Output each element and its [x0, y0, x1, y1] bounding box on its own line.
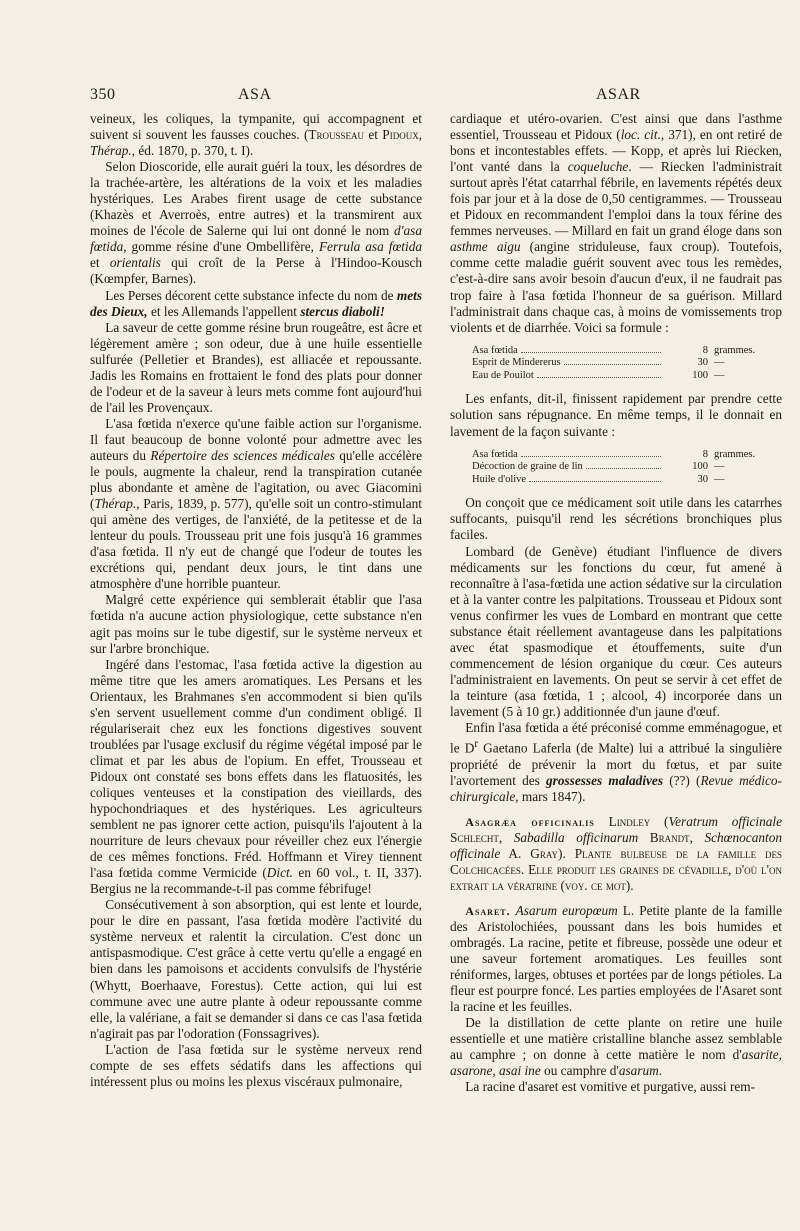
right-column: [450, 111, 782, 1095]
paragraph: Les Perses décorent cette substance infecte du nom de mets des Dieux, et les Allemands l'appellent stercus diaboli!: [90, 287, 422, 319]
paragraph: L'action de l'asa fœtida sur le système nerveux rend compte de ses effets sédatifs dans les affections qui intéressent plus ou moins les plexus viscéraux pulmonaire,: [90, 1041, 422, 1089]
paragraph: On conçoit que ce médicament soit utile dans les catarrhes suffocants, puisqu'il rend les sécrétions bronchiques plus faciles.: [450, 495, 782, 543]
entry-headword: Asagræa officinalis: [465, 814, 595, 829]
paragraph: De la distillation de cette plante on retire une huile essentielle et une matière cristalline blanche assez semblable au camphre ; on donne à cette matière le nom d'asarite, asarone, asai ine ou camphre d'asarum.: [450, 1015, 782, 1079]
paragraph: Malgré cette expérience qui semblerait établir que l'asa fœtida n'a aucune action physiologique, cette substance n'en agit pas moins sur le tube digestif, sur le système nerveux et sur l'arbre bronchique.: [90, 592, 422, 656]
running-head-right: ASAR: [596, 86, 641, 103]
formula-row: Décoction de graine de lin 100 —: [472, 461, 725, 473]
paragraph: Selon Dioscoride, elle aurait guéri la toux, les désordres de la trachée-artère, les altérations de la voix et les maladies hystériques. Les Arabes firent usage de cette substance (Khazès et Averroès, entre autres) et la transmirent aux moines de l'école de Salerne qui lui ont donné le nom d'asa fœtida, gomme résine d'une Ombellifère, Ferrula asa fœtida et orientalis qui croît de la Perse à l'Hindoo-Kousch (Kœmpfer, Barnes).: [90, 159, 423, 287]
page-number: 350: [90, 86, 116, 103]
paragraph: La saveur de cette gomme résine brun rougeâtre, est âcre et légèrement amère ; son odeur, due à une huile essentielle sulfurée (Pelletier et Brandes), est alliacée et repoussante. Jadis les Romains en frottaient le fond des plats pour donner de l'odeur et de la saveur à leurs mets comme font aujourd'hui de l'ail les Provençaux.: [90, 319, 422, 415]
formula-row: Esprit de Mindererus 30 —: [472, 357, 725, 369]
paragraph: cardiaque et utéro-ovarien. C'est ainsi que dans l'asthme essentiel, Trousseau et Pidoux (loc. cit., 371), en ont retiré de bons et incontestables effets. — Kopp, et après lui Riecken, l'ont vanté dans la coqueluche. — Riecken l'administrait surtout après l'état catarrhal fébrile, en lavements répétés deux fois par jour et à la dose de 0,50 centigrammes. — Trousseau et Pidoux en recommandent l'emploi dans la toux férine des femmes nerveuses. — Millard en fait un grand éloge dans son asthme aigu (angine striduleuse, faux croup). Toutefois, comme cette maladie guérit souvent avec tous les remèdes, c'est-à-dire sans avoir besoin d'aucun d'eux, il ne faudrait pas trop faire à l'asa fœtida l'honneur de sa guérison. Millard l'administrait dans chaque cas, à moins de vomissements trop violents et de diarrhée. Voici sa formule :: [450, 111, 782, 335]
formula-table-1: [472, 345, 764, 383]
paragraph: L'asa fœtida n'exerce qu'une faible action sur l'organisme. Il faut beaucoup de bonne volonté pour admettre avec les auteurs du Répertoire des sciences médicales qu'elle accélère le pouls, augmente la chaleur, rend la transpiration cutanée plus abondante et amène de l'agitation, ou avec Giacomini (Thérap., Paris, 1839, p. 577), qu'elle soit un contro-stimulant qui amène des vertiges, de l'anxiété, de la petitesse et de la lenteur du pouls. Trousseau prit une fois jusqu'à 16 grammes d'asa fœtida. Il n'y eut de changé que l'odeur de toutes les excrétions qui, pendant deux jours, le tint dans une atmosphère d'une horrible puanteur.: [90, 415, 422, 592]
paragraph: veineux, les coliques, la tympanite, qui accompagnent et suivent si souvent les fausses couches. (Trousseau et Pidoux, Thérap., éd. 1870, p. 370, t. I).: [90, 111, 423, 159]
entry-headword: Asaret.: [465, 903, 511, 918]
paragraph: Consécutivement à son absorption, qui est lente et lourde, pour le dire en passant, l'asa fœtida modère l'activité du système nerveux et ralentit la circulation. C'est donc un antispasmodique. C'est grâce à cette vertu qu'elle a engagé en bien dans les pamoisons et accidents convulsifs de l'hystérie (Whytt, Boerhaave, Forestus). Cette action, qui lui est commune avec une autre plante à odeur repoussante comme elle, la valériane, a fait se demander si dans ce cas l'asa fœtida n'agirait pas par l'odoration (Fonssagrives).: [90, 897, 422, 1041]
paragraph: Les enfants, dit-il, finissent rapidement par prendre cette solution sans répugnance. En même temps, il le donnait en lavement de la façon suivante :: [450, 391, 782, 439]
left-column: [90, 111, 422, 1090]
formula-row: Asa fœtida 8 grammes.: [472, 344, 756, 356]
running-head-left: ASA: [238, 86, 272, 103]
formula-row: Huile d'olive 30 —: [472, 473, 725, 485]
paragraph: Lombard (de Genève) étudiant l'influence de divers médicaments sur les fonctions du cœur, fut amené à reconnaître à l'asa-fœtida une action sédative sur la circulation et à la vanter contre les palpitations. Trousseau et Pidoux sont venus confirmer les vues de Lombard en montrant que cette substance était réellement avantageuse dans les palpitations avec état spasmodique et étouffements, suite d'un commencement de lésion organique du cœur. Ces auteurs l'administraient en lavements. On peut se servir à cet effet de la teinture (asa fœtida, 1 ; alcool, 4) incorporée dans un lavement (5 à 10 gr.) additionnée d'un jaune d'œuf.: [450, 543, 782, 719]
paragraph: Ingéré dans l'estomac, l'asa fœtida active la digestion au même titre que les amers aromatiques. Les Persans et les Orientaux, les Brahmanes s'en accommodent si bien qu'ils s'en servent usuellement comme d'un condiment obligé. Il régulariserait chez eux les fonctions digestives souvent troublées par l'usage exclusif du régime végétal imposé par le climat et par les abus de l'opium. En effet, Trousseau et Pidoux ont constaté ses bons effets dans les flatuosités, les coliques venteuses et la constipation des vieillards, des hypochondriaques et des hystériques. Les agriculteurs semblent ne pas ignorer cette action, puisqu'ils l'ajoutent à la nourriture de leurs chevaux pour réveiller chez eux l'énergie de ces mêmes fonctions. Fréd. Hoffmann et Virey tiennent l'asa fœtida comme Vermicide (Dict. en 60 vol., t. II, 337). Bergius ne la recommande-t-il pas comme fébrifuge!: [90, 656, 422, 897]
formula-row: Eau de Pouilot 100 —: [472, 369, 725, 381]
formula-row: Asa fœtida 8 grammes.: [472, 448, 756, 460]
paragraph: Enfin l'asa fœtida a été préconisé comme emménagogue, et le $D^r$ Gaetano Laferla (de Malte) lui a attribué la singulière propriété de prévenir la mort du fœtus, et par suite l'avortement des grossesses maladives (??) (Revue médico-chirurgicale, mars 1847).: [450, 720, 782, 804]
dictionary-entry-asaret: Asaret. Asarum europœum L. Petite plante de la famille des Aristolochiées, poussant dans les bois humides et ombragés. La racine, petite et fibreuse, possède une odeur et une saveur fortement aromatiques. Les feuilles sont réniformes, larges, obtuses et portées par de longs pétioles. La fleur est pourpre foncé. Les parties employées de l'Asaret sont la racine et les feuilles.: [450, 902, 783, 1015]
formula-table-2: [472, 449, 764, 487]
paragraph: La racine d'asaret est vomitive et purgative, aussi rem-: [465, 1079, 756, 1095]
dictionary-entry-asagraea: Asagræa officinalis Lindley (Veratrum officinale Schlecht, Sabadilla officinarum Brandt, Schœnocanton officinale A. Gray). Plante bulbeuse de la famille des Colchicacées. Elle produit les graines de cévadille, d'où l'on extrait la vératrine (voy. ce mot).: [450, 813, 782, 893]
